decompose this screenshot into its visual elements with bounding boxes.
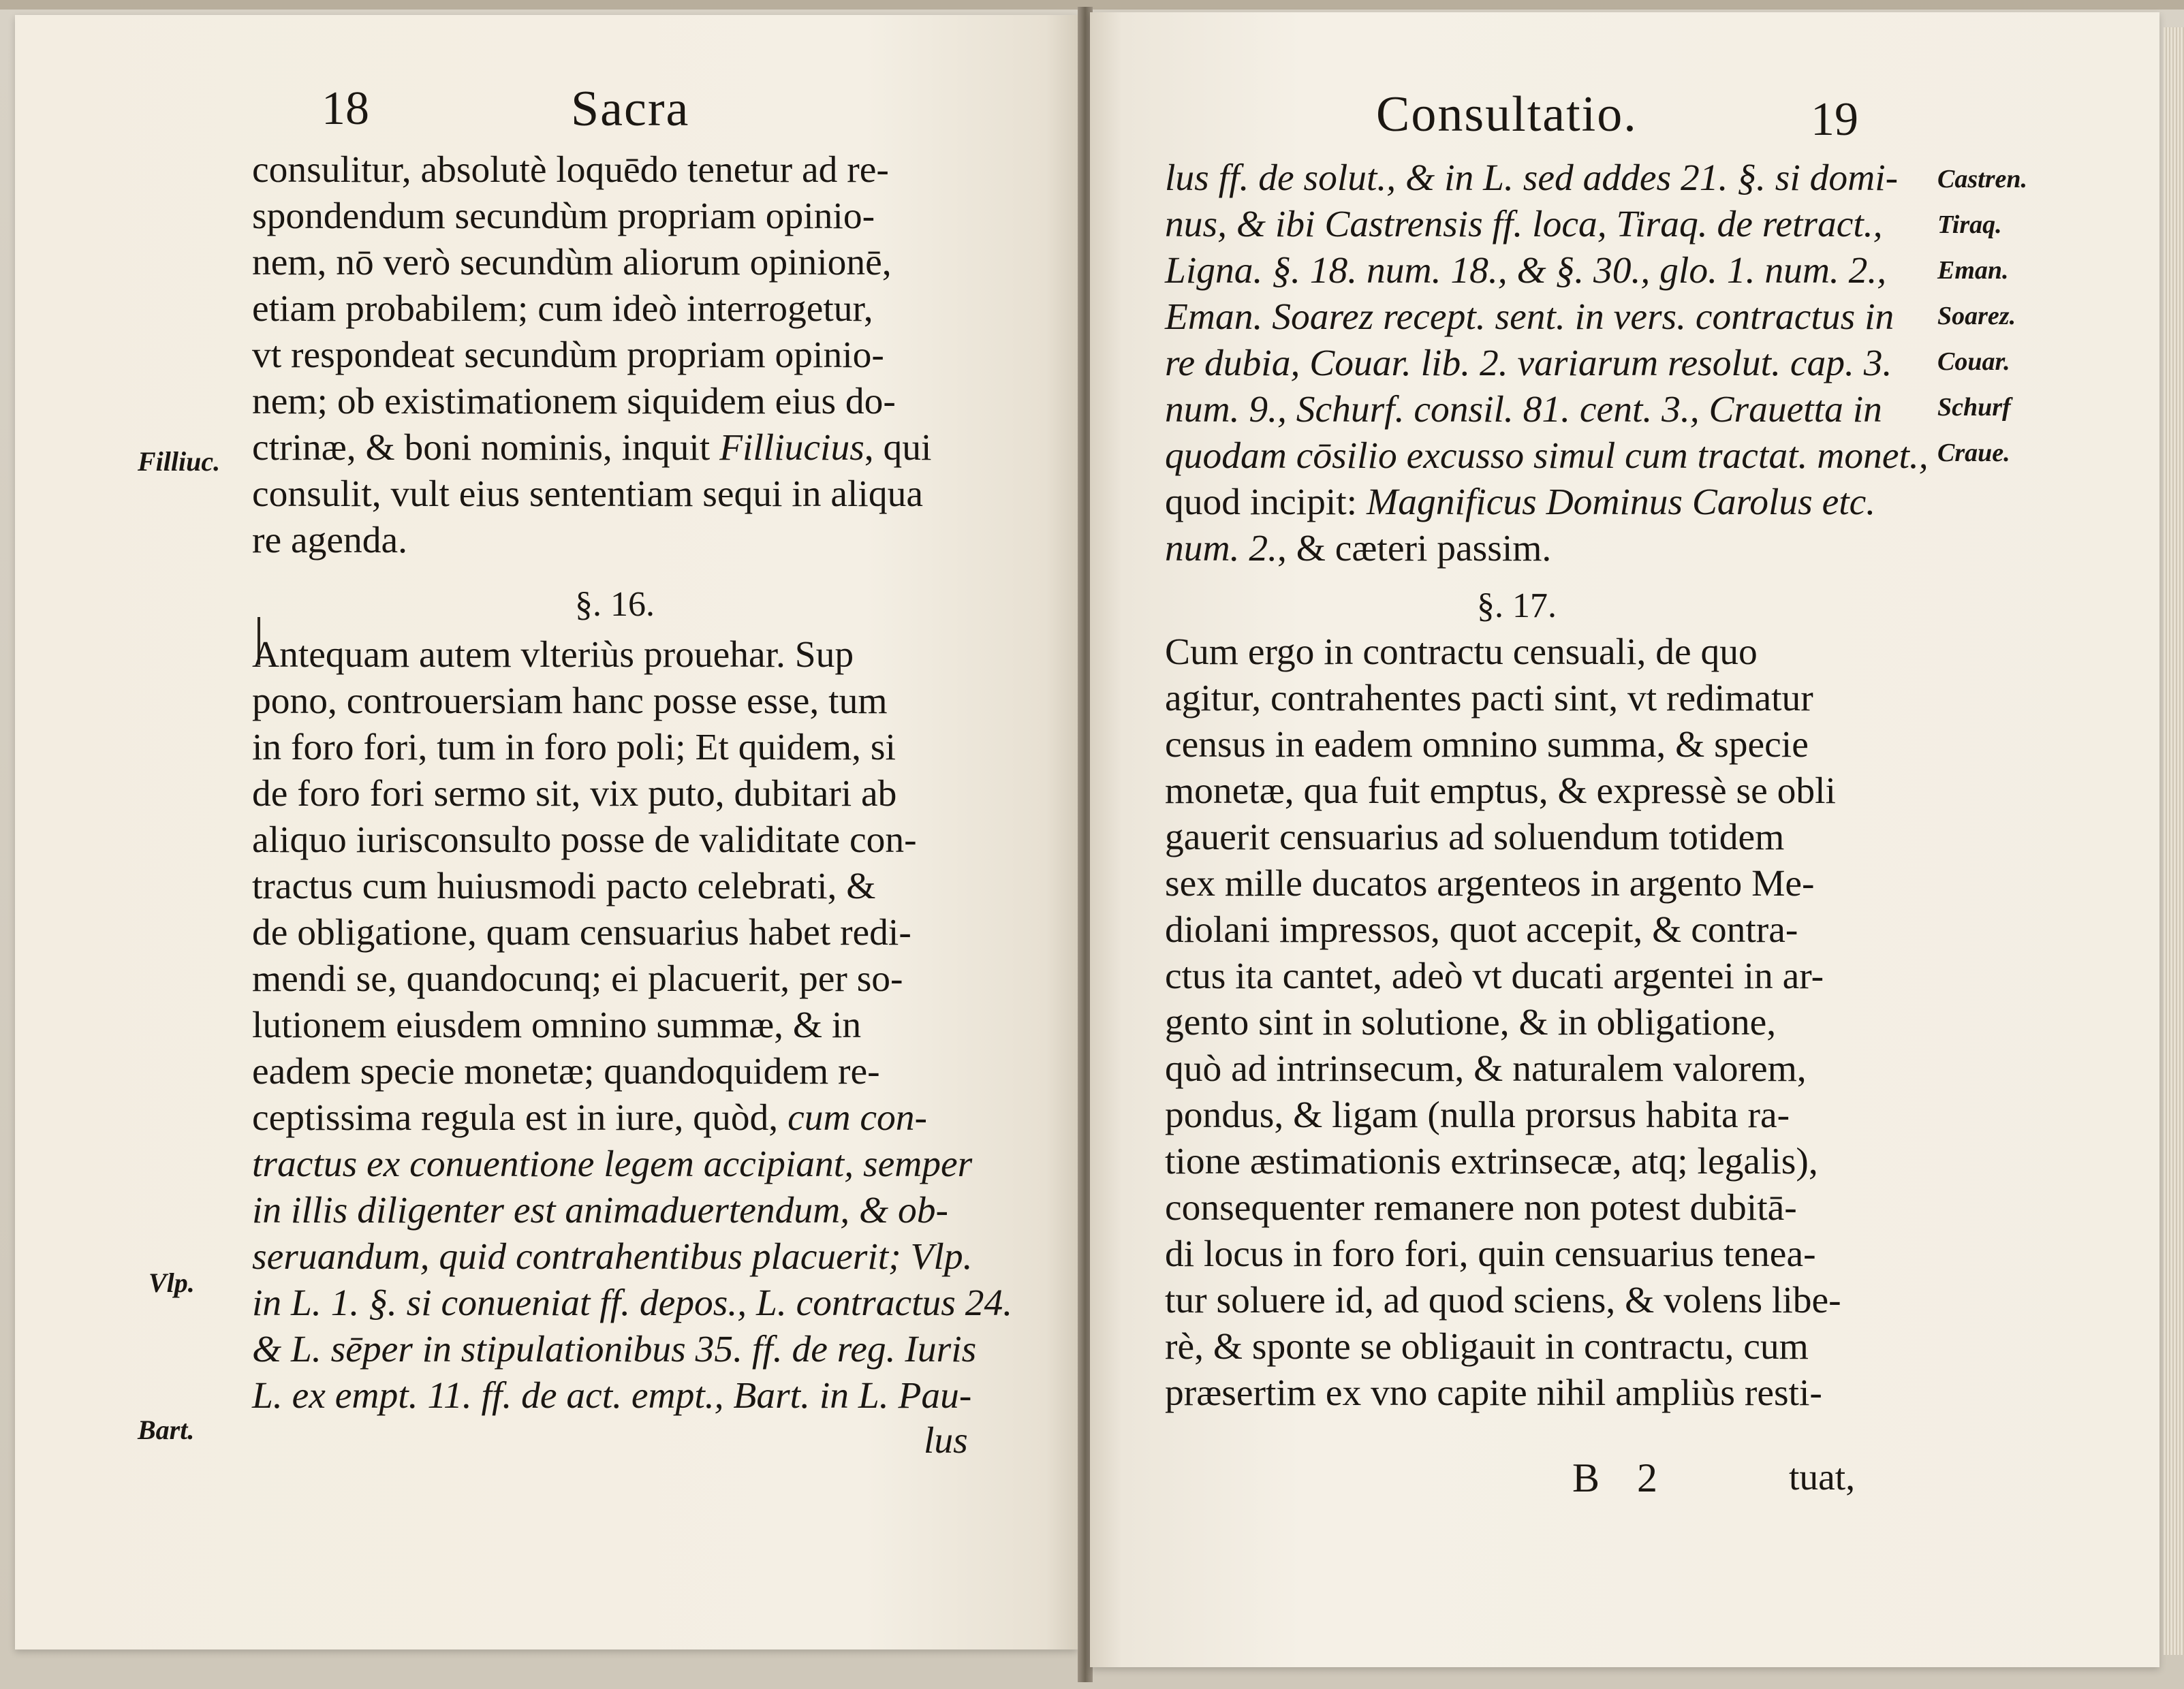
text-roman: eadem specie monetæ; quandoquidem re-: [252, 1051, 880, 1092]
text-roman: gento sint in solutione, & in obligatione,: [1165, 1002, 1777, 1043]
text-line: [252, 1049, 1012, 1095]
text-line: [1165, 722, 1841, 768]
text-roman: vt respondeat secundùm propriam opinio-: [252, 334, 884, 376]
text-line: [1165, 1278, 1841, 1324]
right-page: [1090, 12, 2159, 1667]
right-catchword: tuat,: [1789, 1457, 1856, 1498]
text-line: [252, 379, 931, 425]
text-line: [1165, 1139, 1841, 1185]
text-line: [252, 332, 931, 379]
text-line: [252, 817, 1012, 864]
text-line: [252, 725, 1012, 771]
text-roman: di locus in foro fori, quin censuarius tenea-: [1165, 1233, 1816, 1275]
text-roman: nem; ob existimationem siquidem eius do-: [252, 381, 896, 422]
text-line: [1165, 387, 1929, 433]
left-page-number: 18: [322, 82, 369, 135]
text-line: [1165, 1370, 1841, 1417]
margin-note-right: Couar.: [1937, 347, 2010, 376]
text-line: [252, 286, 931, 332]
text-roman: ctus ita cantet, adeò vt ducati argentei in ar-: [1165, 956, 1824, 997]
left-section-label: §. 16.: [575, 585, 655, 624]
text-roman: ctrinæ, & boni nominis, inquit: [252, 427, 720, 469]
text-roman: Antequam autem vlteriùs prouehar. Sup: [252, 634, 854, 676]
right-signature: B 2: [1572, 1455, 1658, 1500]
text-line: [252, 1095, 1012, 1141]
text-roman: spondendum secundùm propriam opinio-: [252, 195, 875, 237]
left-body-top: [252, 147, 931, 564]
text-line: [252, 193, 931, 240]
text-line: [252, 1141, 1012, 1188]
text-italic: re dubia, Couar. lib. 2. variarum resolut. cap. 3.: [1165, 343, 1892, 384]
right-running-head: Consultatio.: [1376, 86, 1638, 142]
text-roman: de foro fori sermo sit, vix puto, dubitari ab: [252, 773, 897, 815]
text-roman: lutionem eiusdem omnino summæ, & in: [252, 1005, 862, 1046]
text-line: [1165, 1000, 1841, 1046]
text-italic: & L. sēper in stipulationibus 35. ff. de reg. Iuris: [252, 1329, 977, 1370]
text-line: [252, 147, 931, 193]
left-running-head: Sacra: [571, 81, 690, 137]
text-line: [252, 678, 1012, 725]
text-line: [1165, 294, 1929, 341]
text-italic: Filliucius: [719, 427, 864, 469]
text-roman: in foro fori, tum in foro poli; Et quidem, si: [252, 727, 896, 768]
text-italic: num. 2.: [1165, 528, 1277, 569]
text-roman: nem, nō verò secundùm aliorum opinionē,: [252, 242, 892, 283]
margin-note-filliuc: Filliuc.: [138, 446, 221, 477]
text-roman: , qui: [864, 427, 932, 469]
text-line: [1165, 1231, 1841, 1278]
margin-note-right: Eman.: [1937, 256, 2009, 285]
text-line: [252, 1327, 1012, 1373]
text-italic: num. 9., Schurf. consil. 81. cent. 3., Crauetta in: [1165, 389, 1882, 430]
text-line: [252, 471, 931, 518]
text-line: [1165, 433, 1929, 479]
text-roman: consulitur, absolutè loquēdo tenetur ad re-: [252, 149, 889, 191]
text-roman: tur soluere id, ad quod sciens, & volens libe-: [1165, 1280, 1841, 1321]
text-roman: etiam probabilem; cum ideò interrogetur,: [252, 288, 873, 330]
text-italic: in illis diligenter est animaduertendum, & ob-: [252, 1190, 949, 1231]
text-roman: mendi se, quandocunq; ei placuerit, per so-: [252, 958, 903, 1000]
text-line: [252, 1280, 1012, 1327]
text-italic: Ligna. §. 18. num. 18., & §. 30., glo. 1. num. 2.,: [1165, 250, 1887, 291]
left-body-main: [252, 632, 1012, 1419]
text-line: [1165, 155, 1929, 202]
text-roman: pono, controuersiam hanc posse esse, tum: [252, 680, 888, 722]
text-roman: quod incipit:: [1165, 482, 1367, 523]
text-roman: consulit, vult eius sententiam sequi in aliqua: [252, 473, 923, 515]
text-line: [1165, 815, 1841, 861]
text-italic: lus ff. de solut., & in L. sed addes 21. §. si domi-: [1165, 157, 1899, 199]
text-line: [252, 956, 1012, 1003]
text-line: [1165, 341, 1929, 387]
text-line: [1165, 526, 1929, 572]
text-line: [252, 240, 931, 286]
text-line: [252, 1373, 1012, 1419]
right-page-number: 19: [1811, 93, 1858, 146]
text-line: [1165, 1092, 1841, 1139]
text-italic: Magnificus Dominus Carolus etc.: [1366, 482, 1876, 523]
text-line: [252, 910, 1012, 956]
text-line: [252, 518, 931, 564]
margin-note-right: Tiraq.: [1937, 210, 2002, 239]
text-line: [1165, 479, 1929, 526]
text-line: [1165, 1046, 1841, 1092]
text-roman: præsertim ex vno capite nihil ampliùs resti-: [1165, 1372, 1822, 1414]
text-line: [1165, 861, 1841, 907]
text-line: [1165, 629, 1841, 676]
right-section-label: §. 17.: [1477, 586, 1557, 625]
page-edge-stack: [2164, 27, 2184, 1655]
text-roman: rè, & sponte se obligauit in contractu, cum: [1165, 1326, 1809, 1368]
margin-note-right: Soarez.: [1937, 302, 2016, 330]
text-line: [1165, 248, 1929, 294]
text-italic: L. ex empt. 11. ff. de act. empt., Bart. in L. Pau-: [252, 1375, 972, 1417]
text-line: [252, 771, 1012, 817]
text-roman: tractus cum huiusmodi pacto celebrati, &: [252, 866, 876, 907]
text-roman: monetæ, qua fuit emptus, & expressè se obli: [1165, 770, 1836, 812]
text-line: [252, 1188, 1012, 1234]
text-roman: , & cæteri passim.: [1277, 528, 1552, 569]
text-roman: ceptissima regula est in iure, quòd,: [252, 1097, 788, 1139]
margin-note-right: Castren.: [1937, 165, 2027, 193]
text-line: [1165, 676, 1841, 722]
text-roman: de obligatione, quam censuarius habet redi-: [252, 912, 911, 953]
margin-note-right: Schurf: [1937, 393, 2011, 422]
text-line: [1165, 1185, 1841, 1231]
text-line: [252, 864, 1012, 910]
left-page: [15, 15, 1078, 1649]
text-line: [252, 1003, 1012, 1049]
margin-note-vlp: Vlp.: [149, 1267, 195, 1298]
text-roman: quò ad intrinsecum, & naturalem valorem,: [1165, 1048, 1807, 1090]
text-line: [1165, 1324, 1841, 1370]
text-roman: agitur, contrahentes pacti sint, vt redimatur: [1165, 678, 1813, 719]
text-line: [252, 1234, 1012, 1280]
text-italic: in L. 1. §. si conueniat ff. depos., L. contractus 24.: [252, 1282, 1013, 1324]
text-roman: consequenter remanere non potest dubitā-: [1165, 1187, 1797, 1229]
text-line: [1165, 768, 1841, 815]
text-line: [1165, 907, 1841, 953]
text-italic: quodam cōsilio excusso simul cum tractat. monet.,: [1165, 435, 1929, 477]
text-roman: Cum ergo in contractu censuali, de quo: [1165, 631, 1758, 673]
left-catchword: lus: [924, 1420, 968, 1462]
margin-note-bart: Bart.: [138, 1415, 195, 1445]
text-roman: tione æstimationis extrinsecæ, atq; legalis),: [1165, 1141, 1818, 1182]
text-roman: re agenda.: [252, 520, 408, 561]
right-body-main: [1165, 629, 1841, 1417]
text-italic: Eman. Soarez recept. sent. in vers. contractus in: [1165, 296, 1894, 338]
text-roman: pondus, & ligam (nulla prorsus habita ra-: [1165, 1094, 1790, 1136]
text-roman: aliquo iurisconsulto posse de validitate con-: [252, 819, 917, 861]
text-italic: seruandum, quid contrahentibus placuerit; Vlp.: [252, 1236, 973, 1278]
text-line: [1165, 202, 1929, 248]
text-line: [252, 425, 931, 471]
text-italic: cum con-: [787, 1097, 928, 1139]
text-roman: sex mille ducatos argenteos in argento Me-: [1165, 863, 1815, 904]
text-italic: tractus ex conuentione legem accipiant, semper: [252, 1143, 973, 1185]
text-line: [252, 632, 1012, 678]
text-italic: nus, & ibi Castrensis ff. loca, Tiraq. de retract.,: [1165, 204, 1883, 245]
text-roman: diolani impressos, quot accepit, & contra-: [1165, 909, 1798, 951]
margin-note-right: Craue.: [1937, 439, 2010, 467]
text-line: [1165, 953, 1841, 1000]
text-roman: census in eadem omnino summa, & specie: [1165, 724, 1809, 765]
right-body-top: [1165, 155, 1929, 572]
text-roman: gauerit censuarius ad soluendum totidem: [1165, 817, 1785, 858]
